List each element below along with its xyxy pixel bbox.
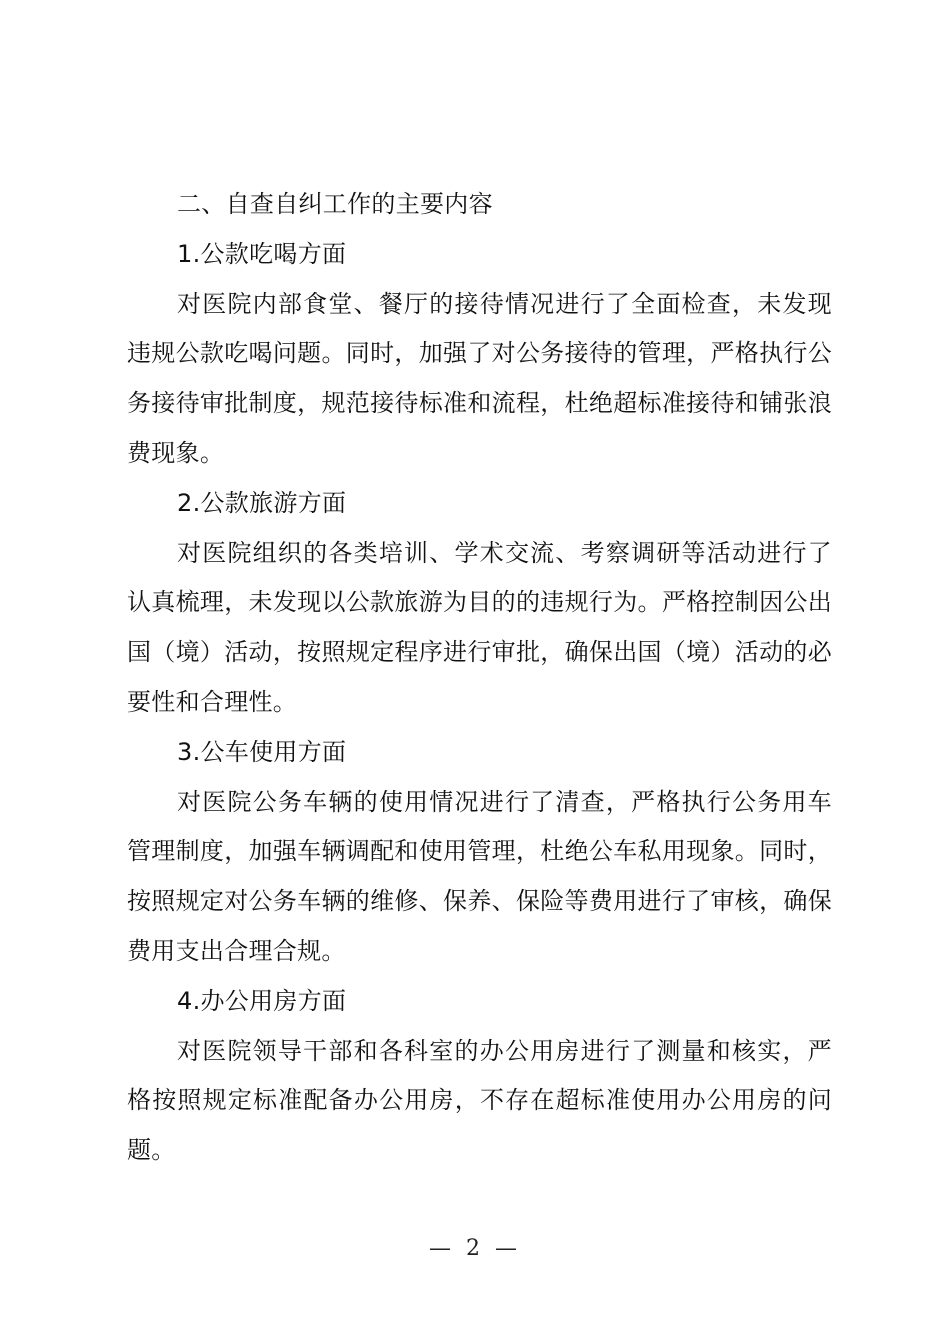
- item-body-vehicle: 对医院公务车辆的使用情况进行了清查，严格执行公务用车管理制度，加强车辆调配和使用管理，杜绝公车私用现象。同时，按照规定对公务车辆的维修、保养、保险等费用进行了审核，确保费用支出合理合规。: [127, 787, 832, 965]
- item-title-travel: 2.公款旅游方面: [177, 488, 347, 517]
- page-number: — 2 —: [429, 1236, 521, 1261]
- item-body-dining: 对医院内部食堂、餐厅的接待情况进行了全面检查，未发现违规公款吃喝问题。同时，加强了对公务接待的管理，严格执行公务接待审批制度，规范接待标准和流程，杜绝超标准接待和铺张浪费现象。: [127, 289, 832, 467]
- item-body-travel: 对医院组织的各类培训、学术交流、考察调研等活动进行了认真梳理，未发现以公款旅游为目的的违规行为。严格控制因公出国（境）活动，按照规定程序进行审批，确保出国（境）活动的必要性和合理性。: [127, 538, 832, 716]
- section-heading: 二、自查自纠工作的主要内容: [177, 190, 493, 218]
- item-title-dining: 1.公款吃喝方面: [177, 239, 347, 268]
- item-body-office: 对医院领导干部和各科室的办公用房进行了测量和核实，严格按照规定标准配备办公用房，不存在超标准使用办公用房的问题。: [127, 1036, 832, 1165]
- item-title-office: 4.办公用房方面: [177, 986, 347, 1015]
- item-title-vehicle: 3.公车使用方面: [177, 737, 347, 766]
- document-content: [127, 180, 832, 1176]
